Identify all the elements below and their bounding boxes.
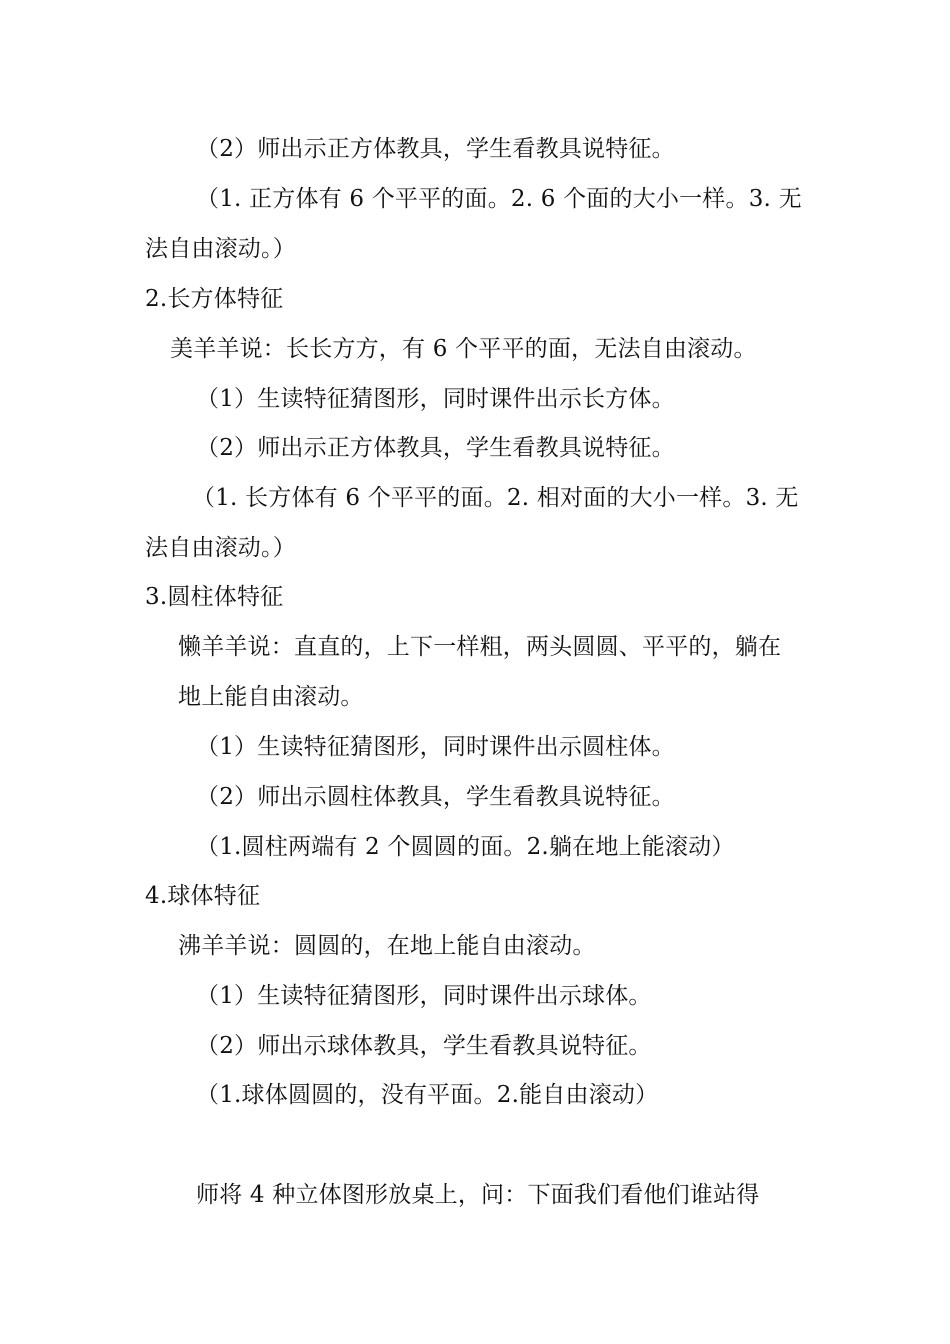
section-heading-sphere: 4.球体特征 <box>145 883 261 909</box>
text-line-18: （1）生读特征猜图形，同时课件出示球体。 <box>196 983 652 1009</box>
text-line-21: 师将 4 种立体图形放桌上，问：下面我们看他们谁站得 <box>196 1182 760 1208</box>
text-line-19: （2）师出示球体教具，学生看教具说特征。 <box>196 1033 652 1059</box>
text-line-9: 法自由滚动。） <box>145 535 296 561</box>
text-line-12: 地上能自由滚动。 <box>178 684 364 710</box>
text-line-11: 懒羊羊说：直直的，上下一样粗，两头圆圆、平平的，躺在 <box>178 634 782 660</box>
section-heading-cuboid: 2.长方体特征 <box>145 286 284 312</box>
section-heading-cylinder: 3.圆柱体特征 <box>145 584 284 610</box>
text-line-13: （1）生读特征猜图形，同时课件出示圆柱体。 <box>196 734 675 760</box>
text-line-14: （2）师出示圆柱体教具，学生看教具说特征。 <box>196 784 675 810</box>
text-line-2: （1. 正方体有 6 个平平的面。2. 6 个面的大小一样。3. 无 <box>196 186 802 212</box>
text-line-1: （2）师出示正方体教具，学生看教具说特征。 <box>196 136 675 162</box>
text-line-5: 美羊羊说：长长方方，有 6 个平平的面，无法自由滚动。 <box>170 336 757 362</box>
text-line-20: （1.球体圆圆的，没有平面。2.能自由滚动） <box>196 1082 659 1108</box>
text-line-3: 法自由滚动。） <box>145 236 296 262</box>
text-line-7: （2）师出示正方体教具，学生看教具说特征。 <box>196 435 675 461</box>
text-line-15: （1.圆柱两端有 2 个圆圆的面。2.躺在地上能滚动） <box>196 834 735 860</box>
text-line-8: （1. 长方体有 6 个平平的面。2. 相对面的大小一样。3. 无 <box>192 485 799 511</box>
text-line-17: 沸羊羊说：圆圆的，在地上能自由滚动。 <box>178 933 596 959</box>
text-line-6: （1）生读特征猜图形，同时课件出示长方体。 <box>196 386 675 412</box>
